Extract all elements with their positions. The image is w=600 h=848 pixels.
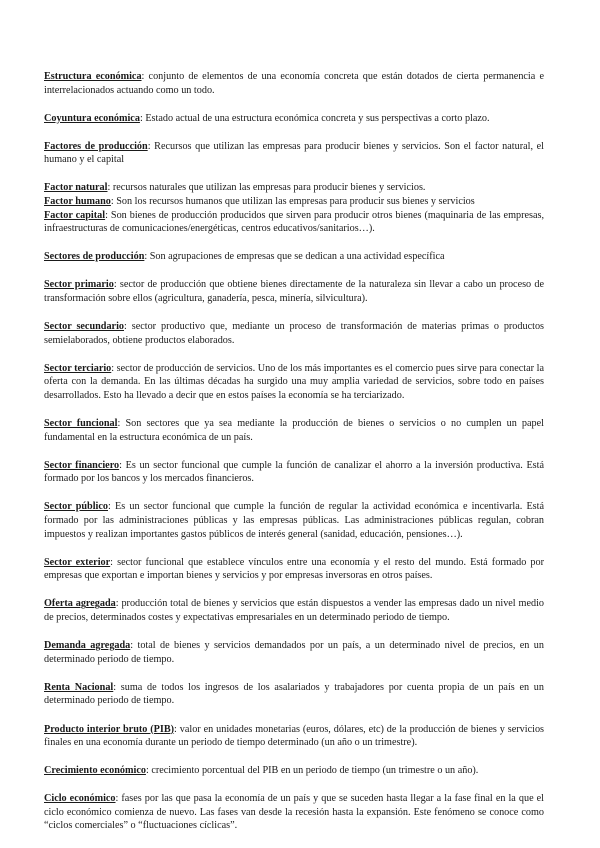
definition-text: : Recursos que utilizan las empresas para producir bienes y servicios. Son el factor natural, el humano y el capital [44, 140, 544, 166]
term: Sector primario [44, 279, 114, 291]
definition-factor-natural [44, 181, 544, 195]
definition-text: : valor en unidades monetarias (euros, dólares, etc) de la producción de bienes y servicios finales en una economía durante un periodo de tiempo determinado (un año o un trimestre). [44, 723, 544, 749]
definition-sector-funcional [44, 417, 544, 444]
term: Sector funcional [44, 418, 118, 430]
term: Ciclo económico [44, 793, 116, 805]
term: Demanda agregada [44, 640, 131, 652]
definition-text: : Son los recursos humanos que utilizan las empresas para producir sus bienes y servicios [110, 196, 475, 208]
definition-text: : Es un sector funcional que cumple la función de canalizar el ahorro a la inversión productiva. Está formado por los bancos y los mercados financieros. [44, 459, 544, 485]
term: Factores de producción [44, 140, 148, 152]
definition-sector-primario [44, 278, 544, 305]
definition-estructura-economica [44, 70, 544, 97]
definition-renta-nacional [44, 681, 544, 708]
term: Sector exterior [44, 556, 111, 568]
definition-sector-secundario [44, 320, 544, 347]
term: Sector terciario [44, 362, 112, 374]
term: Factor humano [44, 196, 111, 208]
definition-text: : recursos naturales que utilizan las empresas para producir bienes y servicios. [107, 182, 426, 194]
term: Oferta agregada [44, 598, 116, 610]
term: Sectores de producción [44, 251, 145, 263]
term: Factor natural [44, 182, 108, 194]
definition-text: : Son sectores que ya sea mediante la producción de bienes o servicios o no cumplen un papel fundamental en la estructura económica de un país. [44, 418, 544, 443]
definition-sector-publico [44, 500, 544, 541]
definition-text: : Es un sector funcional que cumple la función de regular la actividad económica e incentivarla. Está formado por las administraciones públicas y las empresas públicas. Las administraciones públicas regulan, cobran impuestos y realizan importantes gastos públicos de interés general (sanidad, educación, pensiones…). [44, 501, 545, 540]
definition-text: : producción total de bienes y servicios que están dispuestos a vender las empresas dado un nivel medio de precios, determinados costes y expectativas empresariales en un determinado periodo de tiempo. [44, 598, 544, 624]
definition-oferta-agregada [44, 597, 544, 624]
definition-demanda-agregada [44, 639, 544, 666]
definition-factor-capital [44, 209, 544, 236]
term: Sector financiero [44, 459, 120, 471]
definition-factores-de-produccion [44, 140, 544, 167]
definition-text: : sector funcional que establece vínculos entre una economía y el resto del mundo. Está formado por empresas que exportan e importan bienes y servicios y por empresas inversoras en otros países. [44, 556, 545, 582]
term: Estructura económica [44, 71, 142, 82]
definition-sector-exterior [44, 556, 544, 583]
term: Sector público [44, 501, 108, 513]
definition-text: : total de bienes y servicios demandados por un país, a un determinado nivel de precios, en un determinado periodo de tiempo. [44, 640, 544, 665]
definition-sector-terciario [44, 362, 544, 403]
term: Crecimiento económico [44, 765, 146, 777]
definition-text: : crecimiento porcentual del PIB en un periodo de tiempo (un trimestre o un año). [145, 765, 479, 777]
definition-factor-humano [44, 195, 544, 209]
term: Coyuntura económica [44, 112, 140, 124]
definition-text: : Son agrupaciones de empresas que se dedican a una actividad específica [144, 251, 445, 263]
definition-sector-financiero [44, 459, 544, 486]
term: Factor capital [44, 209, 106, 221]
definition-sectores-de-produccion [44, 250, 544, 264]
definition-text: : sector de producción de servicios. Uno de los más importantes es el comercio pues sirve para conectar la oferta con la demanda. En las últimas décadas ha surgido una muy amplia variedad de servicios, sobre todo en países desarrollados. Esto ha llevado a decir que en estos países la economía se ha terciarizado. [44, 362, 544, 401]
definition-text: : sector productivo que, mediante un proceso de transformación de materias primas o productos semielaborados, obtiene productos elaborados. [44, 321, 544, 346]
term: Renta Nacional [44, 681, 114, 693]
definition-text: : conjunto de elementos de una economía concreta que están dotados de cierta permanencia e interrelacionados actuando como un todo. [44, 71, 544, 96]
document-page [44, 70, 544, 848]
term: Producto interior bruto (PIB) [44, 723, 175, 735]
definition-crecimiento-economico [44, 764, 544, 778]
definition-text: : suma de todos los ingresos de los asalariados y trabajadores por cuenta propia de un país en un determinado periodo de tiempo. [44, 681, 544, 707]
definition-text: : fases por las que pasa la economía de un país y que se suceden hasta llegar a la fase final en la que el ciclo económico comienza de nuevo. Las fases van desde la recesión hasta la expansión. Este fenómeno se conoce como “ciclos comerciales” o “fluctuaciones cíclicas”. [44, 793, 544, 832]
definition-pib [44, 723, 544, 750]
term: Sector secundario [44, 321, 124, 333]
definition-text: : Son bienes de producción producidos que sirven para producir otros bienes (maquinaria de las empresas, infraestructuras de comunicaciones/energéticas, centros educativos/sanitarios…). [44, 209, 545, 235]
definition-ciclo-economico [44, 792, 544, 833]
definition-coyuntura-economica [44, 112, 544, 126]
definition-text: : Estado actual de una estructura económica concreta y sus perspectivas a corto plazo. [139, 112, 490, 124]
definition-text: : sector de producción que obtiene bienes directamente de la naturaleza sin llevar a cabo un proceso de transformación sobre ellos (agricultura, ganadería, pesca, minería, silvicultura). [44, 279, 545, 305]
